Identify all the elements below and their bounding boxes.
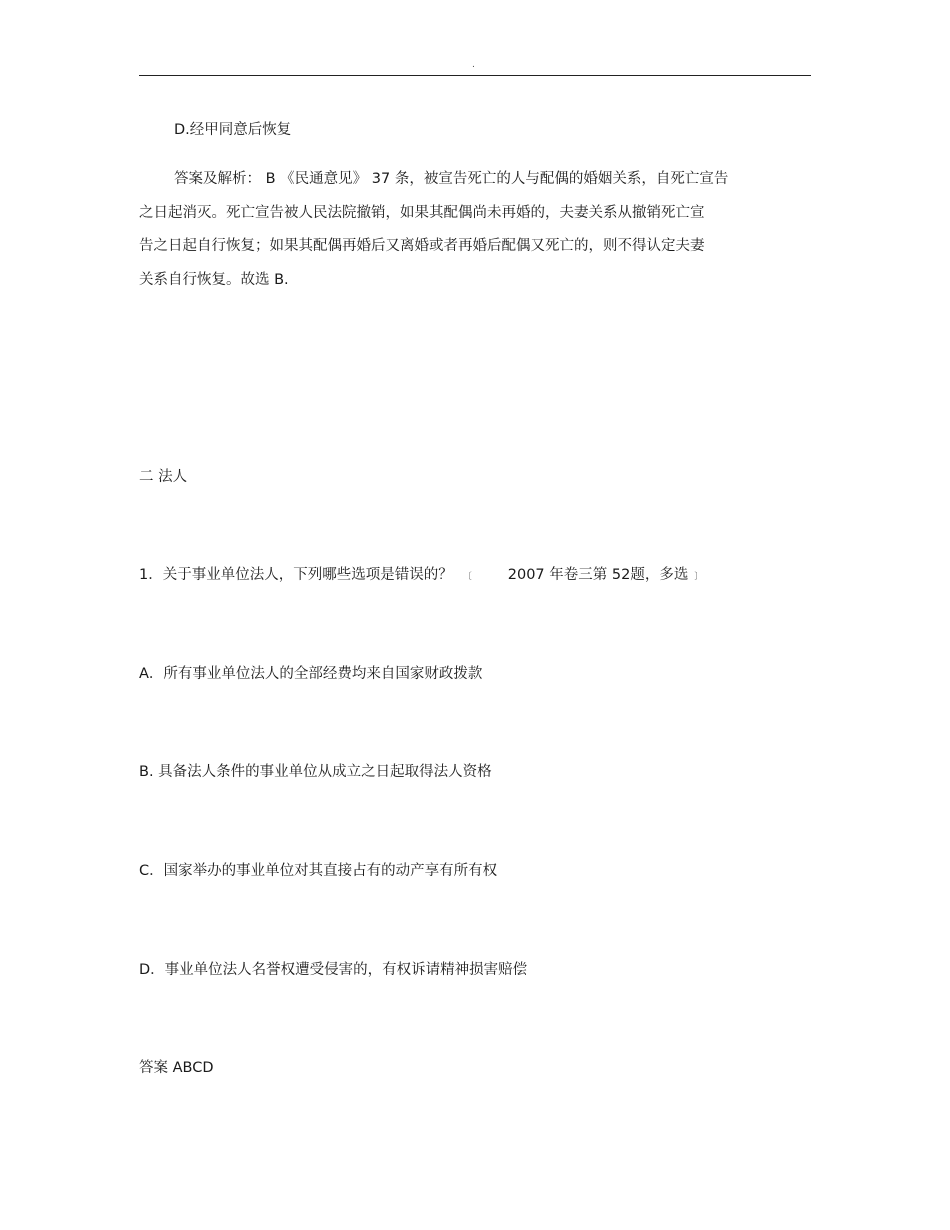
bracket-open: 〔 [462, 572, 472, 582]
option-b: B. 具备法人条件的事业单位从成立之日起取得法人资格 [139, 764, 492, 780]
explanation-line-3: 告之日起自行恢复；如果其配偶再婚后又离婚或者再婚后配偶又死亡的，则不得认定夫妻 [139, 238, 705, 254]
explanation-line-4: 关系自行恢复。故选 B. [139, 272, 289, 288]
option-a: A．所有事业单位法人的全部经费均来自国家财政拨款 [139, 666, 483, 682]
answer: 答案 ABCD [139, 1060, 214, 1076]
explanation-line-1: 答案及解析： B 《民通意见》 37 条，被宣告死亡的人与配偶的婚姻关系，自死亡宣告 [174, 171, 729, 187]
header-rule [139, 75, 811, 76]
option-c: C．国家举办的事业单位对其直接占有的动产享有所有权 [139, 863, 498, 879]
question-source: 2007 年卷三第 52题，多选 [507, 567, 689, 583]
option-d-previous: D.经甲同意后恢复 [174, 122, 292, 138]
question-text: 1．关于事业单位法人，下列哪些选项是错误的？ [139, 567, 453, 583]
header-mark: . [472, 60, 475, 70]
option-d: D．事业单位法人名誉权遭受侵害的，有权诉请精神损害赔偿 [139, 962, 528, 978]
bracket-close: 〕 [694, 572, 704, 582]
question-stem [139, 566, 703, 586]
explanation-line-2: 之日起消灭。死亡宣告被人民法院撤销，如果其配偶尚未再婚的，夫妻关系从撤销死亡宣 [139, 205, 705, 221]
section-title: 二 法人 [139, 469, 188, 485]
